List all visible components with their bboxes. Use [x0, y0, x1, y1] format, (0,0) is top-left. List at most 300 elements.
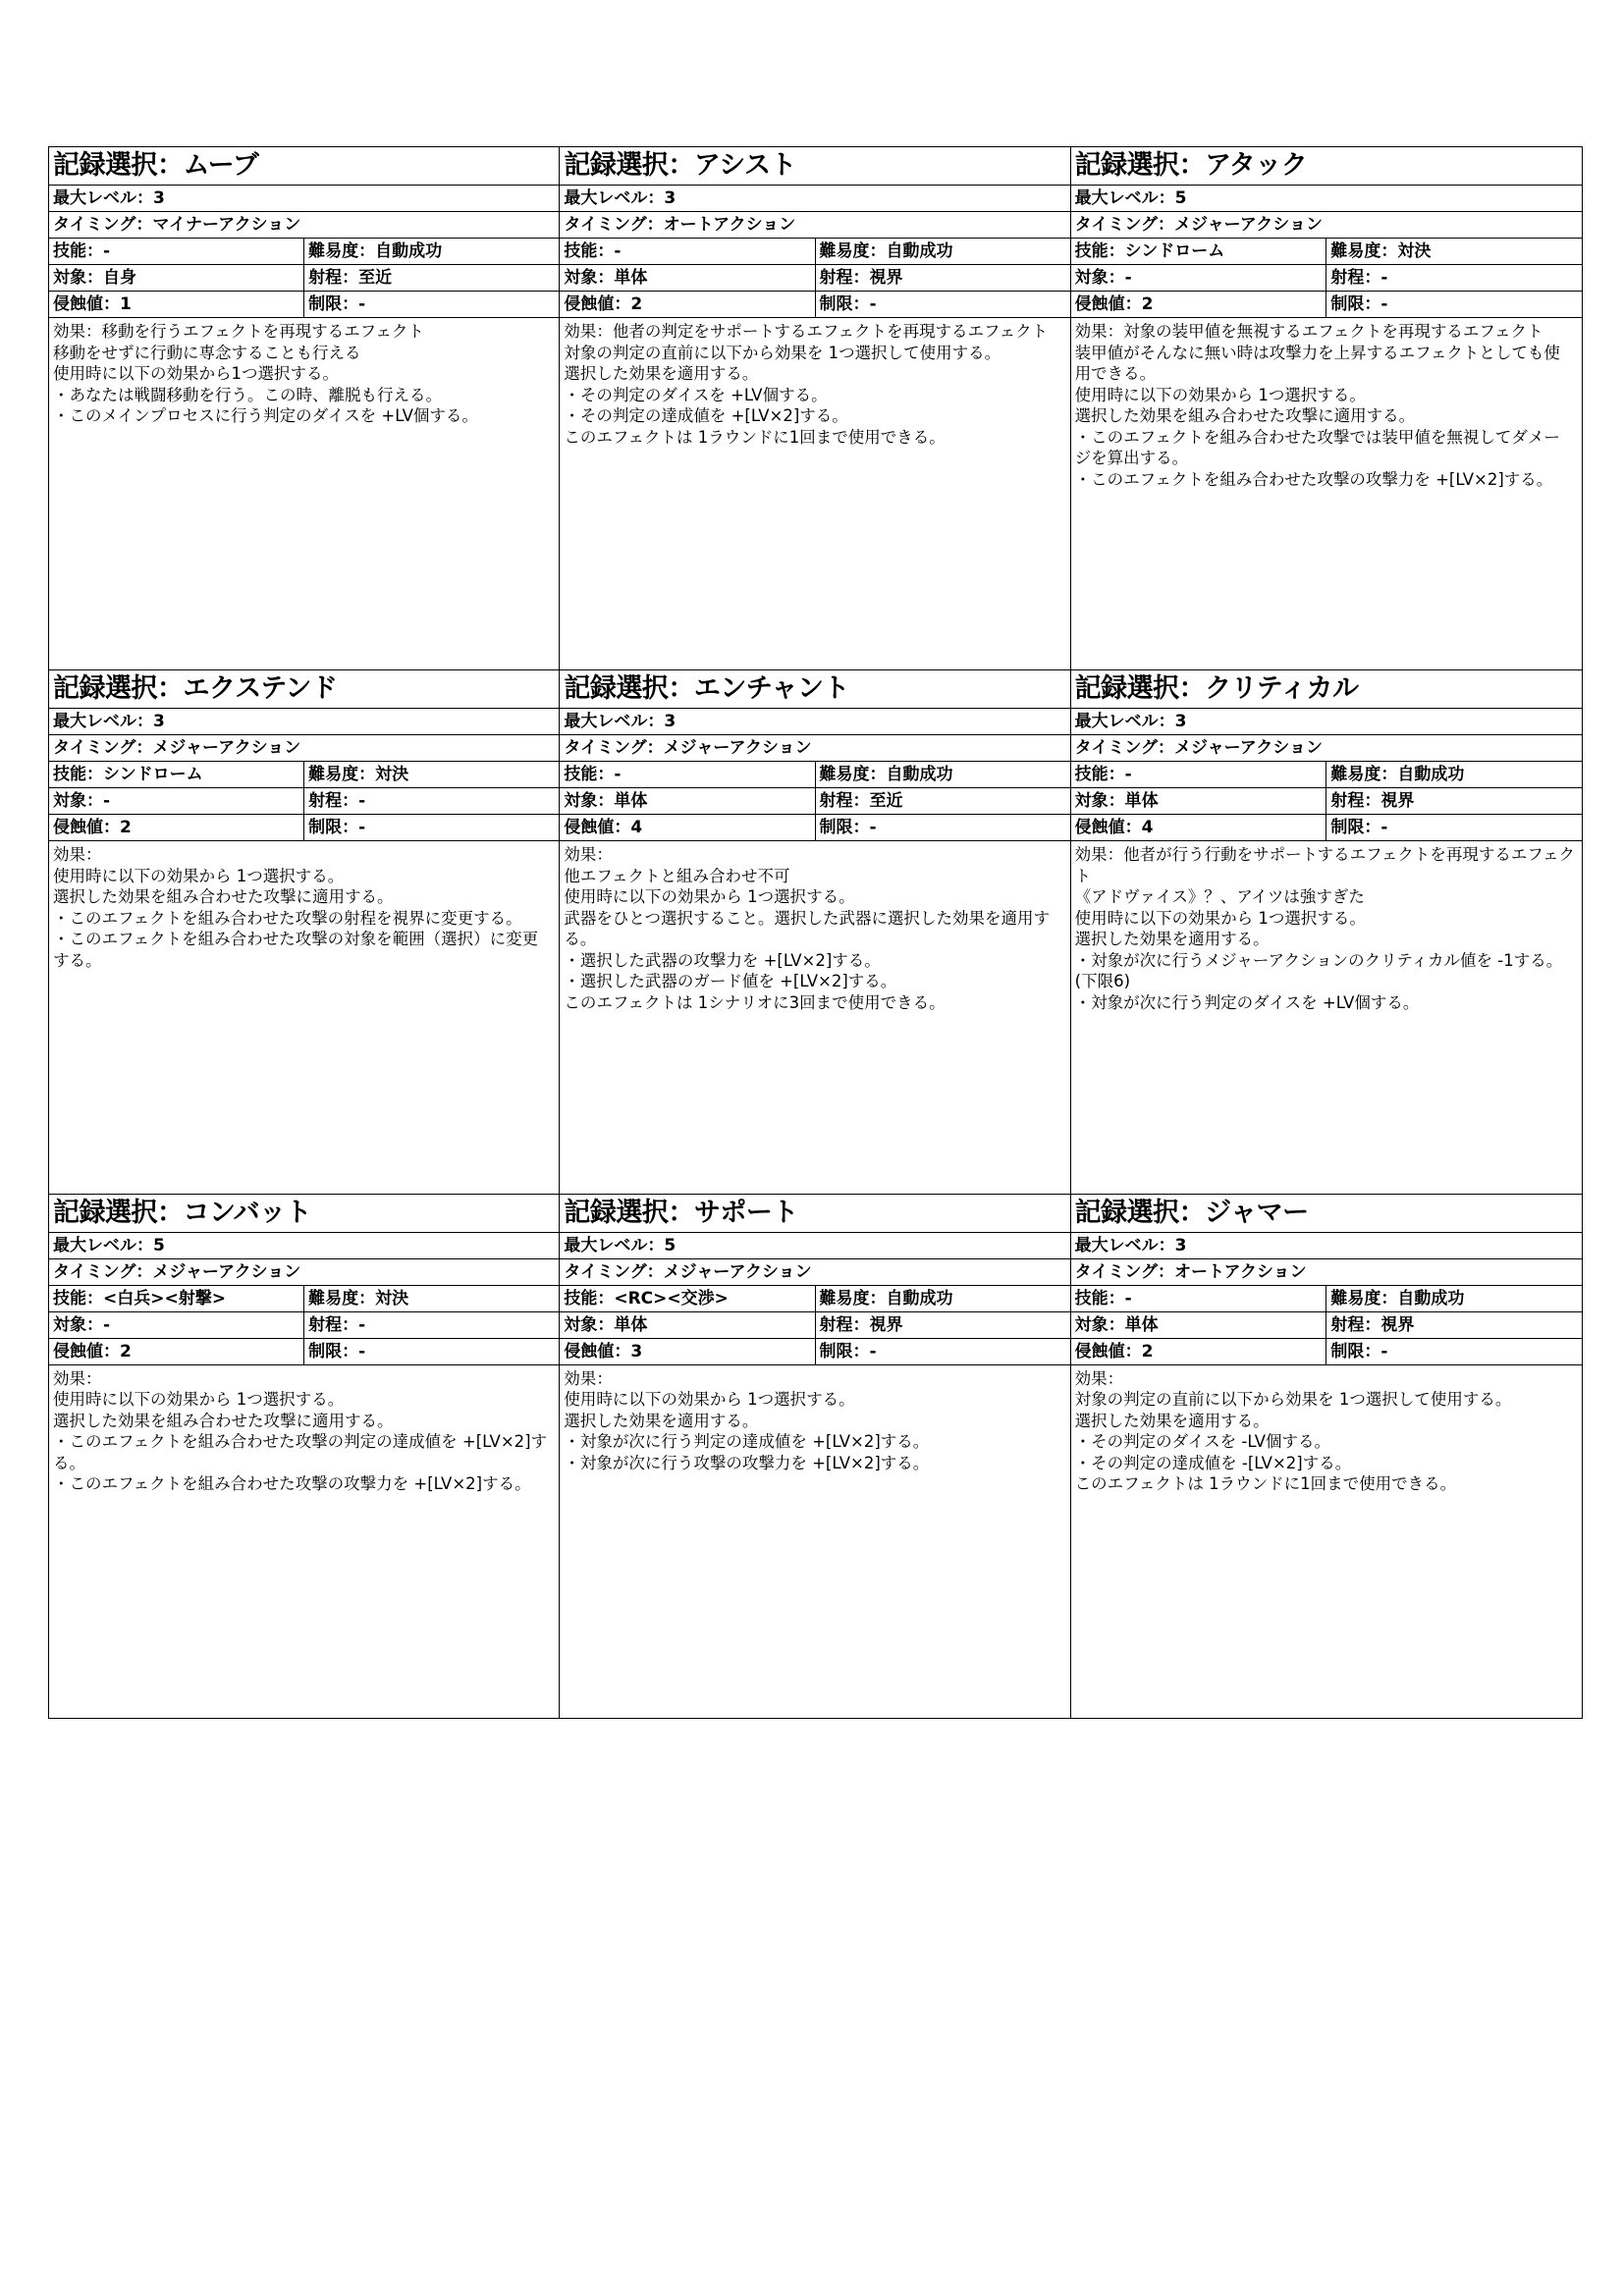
erosion-limit-row	[49, 1339, 559, 1365]
skill-value: シンドローム	[103, 765, 203, 785]
target-label: 対象：	[1074, 1314, 1125, 1335]
effect-line: ・あなたは戦闘移動を行う。この時、離脱も行える。	[53, 385, 442, 404]
effect-line: ・このエフェクトを組み合わせた攻撃の攻撃力を +[LV×2]する。	[53, 1474, 531, 1494]
skill-difficulty-row	[1071, 1286, 1582, 1312]
effect-line: 《アドヴァイス》？、アイツは強すぎた	[1074, 887, 1365, 907]
target-range-row	[1071, 788, 1582, 815]
target-cell	[560, 788, 815, 814]
timing-row	[1071, 212, 1582, 239]
effect-line: 効果：他者が行う行動をサポートするエフェクトを再現するエフェクト	[1074, 845, 1576, 885]
limit-value: -	[869, 1341, 877, 1362]
skill-cell	[1071, 762, 1327, 787]
skill-difficulty-row	[1071, 762, 1582, 788]
erosion-limit-row	[560, 1339, 1069, 1365]
limit-label: 制限：	[1330, 294, 1381, 314]
range-cell	[1326, 788, 1582, 814]
effect-line: ・対象が次に行うメジャーアクションのクリティカル値を -1する。(下限6)	[1074, 950, 1563, 991]
effect-description	[1071, 318, 1582, 669]
max-level-value: 3	[1174, 1235, 1187, 1255]
difficulty-cell	[304, 1286, 559, 1311]
range-value: -	[358, 791, 366, 812]
timing-value: メジャーアクション	[1173, 738, 1323, 759]
effect-card-1	[49, 147, 560, 670]
timing-label: タイミング：	[1074, 215, 1174, 235]
range-cell	[1326, 265, 1582, 291]
target-value: 自身	[103, 268, 136, 288]
skill-cell	[560, 1286, 815, 1311]
max-level-label: 最大レベル：	[564, 188, 665, 208]
limit-label: 制限：	[819, 818, 870, 838]
timing-label: タイミング：	[53, 738, 153, 759]
erosion-label: 侵蝕値：	[1074, 818, 1142, 838]
limit-value: -	[358, 818, 366, 838]
effect-line: 効果：対象の装甲値を無視するエフェクトを再現するエフェクト	[1074, 322, 1543, 341]
difficulty-value: 自動成功	[1397, 1288, 1465, 1308]
difficulty-cell	[816, 239, 1070, 264]
max-level-label: 最大レベル：	[53, 712, 153, 732]
timing-row	[1071, 735, 1582, 762]
skill-value: -	[614, 241, 622, 261]
effect-line: 他エフェクトと組み合わせ不可	[564, 866, 790, 885]
effect-line: ・このエフェクトを組み合わせた攻撃の攻撃力を +[LV×2]する。	[1074, 469, 1553, 489]
erosion-label: 侵蝕値：	[564, 818, 631, 838]
erosion-value: 2	[630, 294, 643, 314]
difficulty-cell	[304, 239, 559, 264]
effect-card-8	[560, 1195, 1070, 1718]
effect-description	[560, 841, 1069, 1193]
timing-value: メジャーアクション	[663, 1261, 812, 1282]
range-value: 視界	[1380, 1314, 1415, 1335]
difficulty-cell	[816, 762, 1070, 787]
erosion-cell	[49, 815, 304, 840]
difficulty-label: 難易度：	[308, 241, 376, 261]
effect-card-2	[560, 147, 1070, 670]
erosion-cell	[1071, 815, 1327, 840]
effect-line: ・このエフェクトを組み合わせた攻撃では装甲値を無視してダメージを算出する。	[1074, 427, 1560, 467]
effect-line: 武器をひとつ選択すること。選択した武器に選択した効果を適用する。	[564, 908, 1050, 949]
erosion-label: 侵蝕値：	[53, 818, 120, 838]
limit-value: -	[869, 818, 877, 838]
difficulty-label: 難易度：	[1330, 765, 1398, 785]
erosion-label: 侵蝕値：	[53, 294, 120, 314]
limit-label: 制限：	[1330, 818, 1381, 838]
max-level-value: 3	[153, 188, 165, 208]
timing-label: タイミング：	[1074, 738, 1174, 759]
card-title: 記録選択：コンバット	[49, 1195, 559, 1233]
effect-description	[560, 1365, 1069, 1718]
effect-line: ・その判定のダイスを -LV個する。	[1074, 1432, 1331, 1452]
effect-line: ・その判定のダイスを +LV個する。	[564, 385, 828, 404]
range-label: 射程：	[1330, 268, 1381, 288]
difficulty-cell	[1326, 762, 1582, 787]
range-cell	[1326, 1312, 1582, 1338]
effect-line: 使用時に以下の効果から 1つ選択する。	[53, 866, 345, 885]
target-cell	[49, 265, 304, 291]
skill-value: -	[614, 765, 622, 785]
erosion-limit-row	[1071, 292, 1582, 318]
timing-row	[49, 212, 559, 239]
card-title: 記録選択：アタック	[1071, 147, 1582, 186]
effect-line: 選択した効果を適用する。	[564, 1411, 759, 1430]
range-label: 射程：	[819, 268, 870, 288]
effect-line: 効果：移動を行うエフェクトを再現するエフェクト	[53, 322, 424, 341]
limit-cell	[304, 815, 559, 840]
limit-label: 制限：	[308, 1341, 359, 1362]
difficulty-label: 難易度：	[1330, 1288, 1398, 1308]
skill-cell	[49, 239, 304, 264]
effect-line: ・選択した武器のガード値を +[LV×2]する。	[564, 972, 897, 991]
effect-line: 使用時に以下の効果から 1つ選択する。	[53, 1390, 345, 1410]
limit-value: -	[358, 1341, 366, 1362]
target-value: -	[1124, 268, 1132, 288]
target-cell	[1071, 788, 1327, 814]
effect-line: 効果：	[564, 1368, 613, 1388]
effect-card-6	[1071, 670, 1582, 1194]
target-label: 対象：	[564, 268, 615, 288]
effect-description	[49, 841, 559, 1193]
skill-label: 技能：	[564, 1288, 615, 1308]
target-value: 単体	[614, 268, 648, 288]
target-range-row	[560, 1312, 1069, 1339]
effect-line: このエフェクトは 1ラウンドに1回まで使用できる。	[1074, 1474, 1457, 1494]
max-level-value: 3	[1174, 712, 1187, 732]
target-value: 単体	[614, 1314, 648, 1335]
difficulty-label: 難易度：	[819, 1288, 887, 1308]
target-range-row	[49, 265, 559, 292]
effect-line: 選択した効果を組み合わせた攻撃に適用する。	[53, 1411, 394, 1430]
target-cell	[49, 788, 304, 814]
timing-label: タイミング：	[564, 738, 664, 759]
effect-card-7	[49, 1195, 560, 1718]
effect-line: 選択した効果を適用する。	[1074, 930, 1270, 949]
timing-value: オートアクション	[1173, 1261, 1307, 1282]
target-label: 対象：	[1074, 268, 1125, 288]
effect-description	[49, 318, 559, 669]
effect-description	[560, 318, 1069, 669]
effect-line: 使用時に以下の効果から 1つ選択する。	[1074, 908, 1366, 928]
skill-value: <白兵><射撃>	[103, 1288, 226, 1308]
limit-value: -	[1380, 1341, 1388, 1362]
effect-line: 使用時に以下の効果から1つ選択する。	[53, 364, 339, 383]
limit-label: 制限：	[308, 818, 359, 838]
difficulty-label: 難易度：	[819, 241, 887, 261]
timing-value: メジャーアクション	[1173, 215, 1323, 235]
max-level-value: 5	[664, 1235, 676, 1255]
limit-cell	[816, 1339, 1070, 1364]
target-label: 対象：	[1074, 791, 1125, 812]
erosion-limit-row	[560, 815, 1069, 841]
effect-description	[1071, 841, 1582, 1193]
range-label: 射程：	[819, 791, 870, 812]
timing-row	[49, 735, 559, 762]
skill-value: シンドローム	[1124, 241, 1225, 261]
limit-value: -	[869, 294, 877, 314]
erosion-value: 4	[630, 818, 643, 838]
effect-line: ・対象が次に行う攻撃の攻撃力を +[LV×2]する。	[564, 1453, 930, 1472]
limit-value: -	[1380, 294, 1388, 314]
skill-label: 技能：	[53, 765, 103, 785]
skill-cell	[49, 1286, 304, 1311]
skill-difficulty-row	[49, 1286, 559, 1312]
difficulty-cell	[816, 1286, 1070, 1311]
target-label: 対象：	[53, 268, 103, 288]
max-level-value: 5	[1174, 188, 1187, 208]
limit-cell	[304, 292, 559, 317]
max-level-row	[49, 186, 559, 212]
erosion-cell	[49, 1339, 304, 1364]
skill-label: 技能：	[1074, 241, 1125, 261]
effect-line: ・対象が次に行う判定の達成値を +[LV×2]する。	[564, 1432, 930, 1452]
timing-row	[1071, 1259, 1582, 1286]
skill-cell	[1071, 1286, 1327, 1311]
erosion-cell	[560, 292, 815, 317]
erosion-limit-row	[1071, 1339, 1582, 1365]
effect-line: 選択した効果を組み合わせた攻撃に適用する。	[53, 887, 394, 907]
range-value: -	[1380, 268, 1388, 288]
skill-label: 技能：	[53, 241, 103, 261]
erosion-cell	[1071, 292, 1327, 317]
effect-line: ・このメインプロセスに行う判定のダイスを +LV個する。	[53, 406, 478, 425]
erosion-cell	[49, 292, 304, 317]
timing-value: メジャーアクション	[663, 738, 812, 759]
range-cell	[816, 788, 1070, 814]
card-title: 記録選択：ムーブ	[49, 147, 559, 186]
effect-line: ・対象が次に行う判定のダイスを +LV個する。	[1074, 992, 1420, 1012]
timing-row	[560, 735, 1069, 762]
difficulty-value: 自動成功	[886, 241, 953, 261]
difficulty-cell	[1326, 1286, 1582, 1311]
limit-label: 制限：	[1330, 1341, 1381, 1362]
max-level-label: 最大レベル：	[564, 712, 665, 732]
erosion-value: 4	[1141, 818, 1154, 838]
target-value: 単体	[614, 791, 648, 812]
max-level-label: 最大レベル：	[1074, 1235, 1175, 1255]
target-range-row	[49, 788, 559, 815]
target-label: 対象：	[53, 1314, 103, 1335]
effect-line: 効果：	[564, 845, 613, 865]
range-label: 射程：	[308, 1314, 359, 1335]
erosion-label: 侵蝕値：	[53, 1341, 120, 1362]
effect-line: 使用時に以下の効果から 1つ選択する。	[564, 1390, 855, 1410]
max-level-row	[1071, 709, 1582, 735]
max-level-row	[560, 709, 1069, 735]
range-label: 射程：	[1330, 791, 1381, 812]
timing-value: マイナーアクション	[152, 215, 301, 235]
erosion-limit-row	[49, 292, 559, 318]
limit-label: 制限：	[819, 1341, 870, 1362]
range-label: 射程：	[819, 1314, 870, 1335]
timing-row	[560, 212, 1069, 239]
target-value: -	[103, 1314, 111, 1335]
skill-difficulty-row	[49, 239, 559, 265]
erosion-label: 侵蝕値：	[1074, 294, 1142, 314]
skill-value: <RC><交渉>	[614, 1288, 729, 1308]
erosion-label: 侵蝕値：	[1074, 1341, 1142, 1362]
card-title: 記録選択：エクステンド	[49, 670, 559, 709]
skill-cell	[1071, 239, 1327, 264]
skill-label: 技能：	[53, 1288, 103, 1308]
effect-line: 対象の判定の直前に以下から効果を 1つ選択して使用する。	[564, 343, 1001, 362]
max-level-label: 最大レベル：	[1074, 188, 1175, 208]
skill-cell	[560, 239, 815, 264]
limit-value: -	[358, 294, 366, 314]
effect-card-4	[49, 670, 560, 1194]
range-value: 至近	[358, 268, 393, 288]
target-range-row	[560, 265, 1069, 292]
range-cell	[304, 1312, 559, 1338]
target-cell	[560, 1312, 815, 1338]
effect-line: 装甲値がそんなに無い時は攻撃力を上昇するエフェクトとしても使用できる。	[1074, 343, 1560, 383]
max-level-row	[560, 186, 1069, 212]
range-cell	[816, 265, 1070, 291]
effect-line: このエフェクトは 1シナリオに3回まで使用できる。	[564, 992, 946, 1012]
effect-line: 選択した効果を組み合わせた攻撃に適用する。	[1074, 406, 1416, 425]
max-level-row	[1071, 1233, 1582, 1259]
card-title: 記録選択：クリティカル	[1071, 670, 1582, 709]
timing-label: タイミング：	[1074, 1261, 1174, 1282]
erosion-limit-row	[49, 815, 559, 841]
difficulty-label: 難易度：	[1330, 241, 1398, 261]
erosion-cell	[560, 1339, 815, 1364]
effect-line: 使用時に以下の効果から 1つ選択する。	[564, 887, 855, 907]
limit-label: 制限：	[819, 294, 870, 314]
max-level-row	[560, 1233, 1069, 1259]
skill-cell	[49, 762, 304, 787]
card-title: 記録選択：アシスト	[560, 147, 1069, 186]
effect-line: 効果：	[1074, 1368, 1124, 1388]
target-cell	[1071, 1312, 1327, 1338]
difficulty-label: 難易度：	[308, 1288, 376, 1308]
difficulty-value: 自動成功	[1397, 765, 1465, 785]
difficulty-label: 難易度：	[819, 765, 887, 785]
skill-label: 技能：	[564, 241, 615, 261]
difficulty-value: 対決	[375, 1288, 409, 1308]
effect-line: 使用時に以下の効果から 1つ選択する。	[1074, 385, 1366, 404]
max-level-row	[49, 1233, 559, 1259]
timing-row	[560, 1259, 1069, 1286]
limit-cell	[304, 1339, 559, 1364]
timing-value: メジャーアクション	[152, 738, 301, 759]
limit-cell	[1326, 815, 1582, 840]
effect-line: ・このエフェクトを組み合わせた攻撃の射程を視界に変更する。	[53, 908, 522, 928]
effect-line: ・その判定の達成値を +[LV×2]する。	[564, 406, 848, 425]
erosion-cell	[560, 815, 815, 840]
skill-label: 技能：	[1074, 765, 1125, 785]
card-title: 記録選択：サポート	[560, 1195, 1069, 1233]
effect-description	[1071, 1365, 1582, 1718]
max-level-value: 5	[153, 1235, 165, 1255]
target-value: 単体	[1124, 1314, 1159, 1335]
range-value: 視界	[869, 1314, 903, 1335]
target-value: 単体	[1124, 791, 1159, 812]
range-value: 至近	[869, 791, 903, 812]
target-label: 対象：	[53, 791, 103, 812]
effect-card-sheet	[48, 146, 1583, 1719]
erosion-value: 2	[120, 818, 132, 838]
skill-difficulty-row	[560, 1286, 1069, 1312]
target-range-row	[1071, 1312, 1582, 1339]
target-cell	[1071, 265, 1327, 291]
effect-line: ・その判定の達成値を -[LV×2]する。	[1074, 1453, 1352, 1472]
effect-line: 効果：	[53, 1368, 102, 1388]
max-level-label: 最大レベル：	[53, 1235, 153, 1255]
difficulty-value: 自動成功	[886, 765, 953, 785]
range-cell	[816, 1312, 1070, 1338]
erosion-limit-row	[1071, 815, 1582, 841]
max-level-row	[49, 709, 559, 735]
effect-line: 選択した効果を適用する。	[564, 364, 759, 383]
effect-card-3	[1071, 147, 1582, 670]
skill-cell	[560, 762, 815, 787]
skill-label: 技能：	[1074, 1288, 1125, 1308]
max-level-label: 最大レベル：	[564, 1235, 665, 1255]
target-range-row	[49, 1312, 559, 1339]
target-cell	[49, 1312, 304, 1338]
limit-value: -	[1380, 818, 1388, 838]
skill-value: -	[1124, 1288, 1132, 1308]
effect-line: 効果：	[53, 845, 102, 865]
difficulty-cell	[304, 762, 559, 787]
timing-value: メジャーアクション	[152, 1261, 301, 1282]
max-level-value: 3	[153, 712, 165, 732]
effect-card-5	[560, 670, 1070, 1194]
card-title: 記録選択：エンチャント	[560, 670, 1069, 709]
erosion-value: 2	[120, 1341, 132, 1362]
range-value: 視界	[1380, 791, 1415, 812]
effect-card-9	[1071, 1195, 1582, 1718]
erosion-value: 3	[630, 1341, 643, 1362]
timing-label: タイミング：	[564, 1261, 664, 1282]
max-level-label: 最大レベル：	[1074, 712, 1175, 732]
difficulty-label: 難易度：	[308, 765, 376, 785]
timing-label: タイミング：	[53, 1261, 153, 1282]
target-value: -	[103, 791, 111, 812]
effect-line: 移動をせずに行動に専念することも行える	[53, 343, 361, 362]
difficulty-value: 自動成功	[375, 241, 443, 261]
timing-label: タイミング：	[564, 215, 664, 235]
difficulty-value: 対決	[1397, 241, 1432, 261]
difficulty-value: 自動成功	[886, 1288, 953, 1308]
range-value: 視界	[869, 268, 903, 288]
skill-difficulty-row	[560, 239, 1069, 265]
max-level-value: 3	[664, 712, 676, 732]
target-label: 対象：	[564, 791, 615, 812]
limit-cell	[1326, 1339, 1582, 1364]
skill-value: -	[103, 241, 111, 261]
limit-cell	[816, 292, 1070, 317]
skill-difficulty-row	[49, 762, 559, 788]
erosion-value: 1	[120, 294, 132, 314]
erosion-value: 2	[1141, 1341, 1154, 1362]
target-range-row	[560, 788, 1069, 815]
range-label: 射程：	[308, 268, 359, 288]
target-label: 対象：	[564, 1314, 615, 1335]
target-cell	[560, 265, 815, 291]
max-level-value: 3	[664, 188, 676, 208]
effect-description	[49, 1365, 559, 1718]
range-label: 射程：	[308, 791, 359, 812]
skill-value: -	[1124, 765, 1132, 785]
difficulty-value: 対決	[375, 765, 409, 785]
erosion-cell	[1071, 1339, 1327, 1364]
max-level-row	[1071, 186, 1582, 212]
effect-line: ・このエフェクトを組み合わせた攻撃の判定の達成値を +[LV×2]する。	[53, 1432, 548, 1472]
skill-difficulty-row	[1071, 239, 1582, 265]
difficulty-cell	[1326, 239, 1582, 264]
max-level-label: 最大レベル：	[53, 188, 153, 208]
effect-line: 選択した効果を適用する。	[1074, 1411, 1270, 1430]
limit-label: 制限：	[308, 294, 359, 314]
